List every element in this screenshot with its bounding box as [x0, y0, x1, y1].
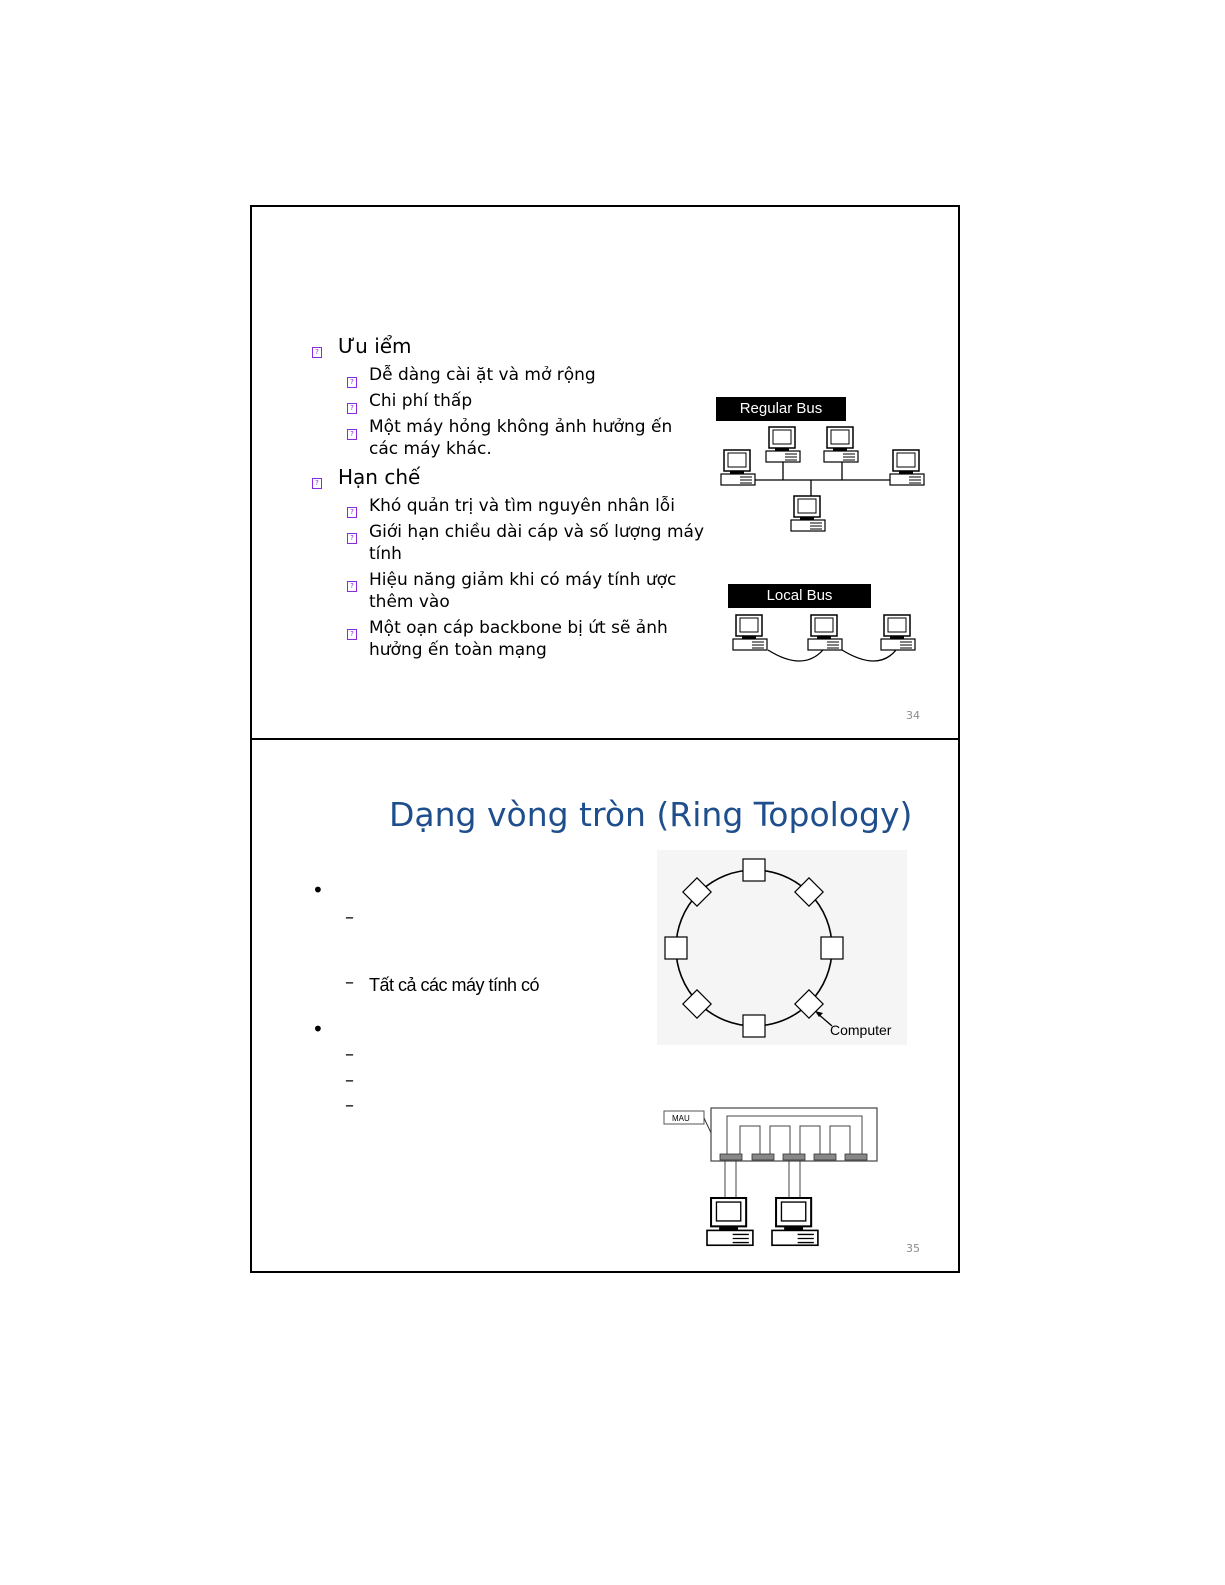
advantage-item: Chi phí thấp — [369, 391, 473, 411]
dash-icon: – — [345, 907, 354, 928]
limitation-item: Một oạn cáp backbone bị ứt sẽ ảnh — [369, 618, 668, 638]
mau-diagram — [662, 1102, 882, 1252]
bullet-icon: ? — [347, 429, 357, 440]
advantage-item-cont: các máy khác. — [369, 439, 492, 459]
dash-icon: – — [345, 972, 354, 993]
page-number: 34 — [906, 709, 920, 722]
bullet-icon: ? — [347, 581, 357, 592]
bullet-icon: ? — [312, 347, 322, 358]
slide-34 — [250, 205, 960, 740]
limitation-item: Giới hạn chiều dài cáp và số lượng máy — [369, 522, 705, 542]
dash-icon: – — [345, 1070, 354, 1091]
local-bus-diagram — [728, 610, 928, 670]
limitations-heading: Hạn chế — [338, 465, 421, 489]
mau-label: MAU — [672, 1114, 690, 1123]
slide-title: Dạng vòng tròn (Ring Topology) — [389, 795, 913, 834]
bullet-icon: ? — [347, 403, 357, 414]
regular-bus-diagram — [716, 422, 931, 537]
slide-35 — [250, 738, 960, 1273]
bullet-icon: ? — [312, 478, 322, 489]
advantage-item: Dễ dàng cài ặt và mở rộng — [369, 365, 596, 385]
bullet-icon: ? — [347, 629, 357, 640]
ring-description-text: Tất cả các máy tính có — [369, 975, 540, 995]
page-number: 35 — [906, 1242, 920, 1255]
advantages-heading: Ưu iểm — [338, 334, 412, 358]
bullet-icon: • — [312, 878, 324, 902]
dash-icon: – — [345, 1095, 354, 1116]
ring-diagram — [657, 850, 907, 1045]
limitation-item: Hiệu năng giảm khi có máy tính ược — [369, 570, 677, 590]
dash-icon: – — [345, 1044, 354, 1065]
bullet-icon: ? — [347, 533, 357, 544]
regular-bus-label: Regular Bus — [716, 397, 846, 421]
advantage-item: Một máy hỏng không ảnh hưởng ến — [369, 417, 673, 437]
bullet-icon: ? — [347, 507, 357, 518]
computer-label: Computer — [830, 1022, 892, 1038]
local-bus-label: Local Bus — [728, 584, 871, 608]
limitation-item-cont: hưởng ến toàn mạng — [369, 640, 547, 660]
bullet-icon: • — [312, 1017, 324, 1041]
bullet-icon: ? — [347, 377, 357, 388]
limitation-item-cont: thêm vào — [369, 592, 450, 612]
limitation-item-cont: tính — [369, 544, 402, 564]
limitation-item: Khó quản trị và tìm nguyên nhân lỗi — [369, 496, 675, 516]
